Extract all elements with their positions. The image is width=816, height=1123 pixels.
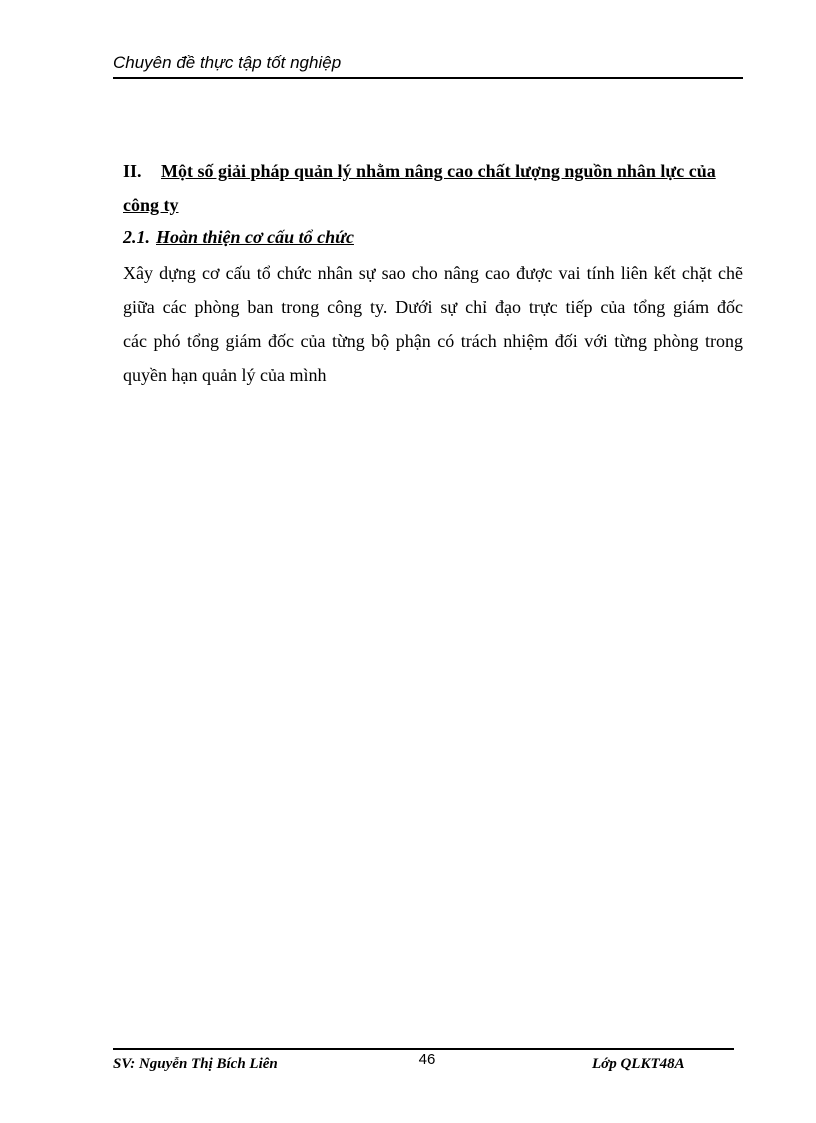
- footer-divider: [113, 1048, 734, 1050]
- section-heading-line-1: [123, 154, 744, 188]
- page-header: [113, 52, 743, 79]
- section-heading: [123, 154, 744, 222]
- section-number: II.: [123, 161, 142, 181]
- header-title: Chuyên đề thực tập tốt nghiệp: [113, 53, 342, 72]
- footer-class: Lớp QLKT48A: [592, 1056, 685, 1072]
- paragraph-line: giữa các phòng ban trong công ty. Dưới sự chỉ đạo trực tiếp của tổng giám đốc: [123, 297, 743, 317]
- section-title-line-1: Một số giải pháp quản lý nhằm nâng cao chất lượng nguồn nhân lực của: [161, 161, 716, 181]
- footer-page-number: 46: [418, 1051, 436, 1068]
- body-paragraph: [123, 256, 743, 392]
- footer-student-name: SV: Nguyễn Thị Bích Liên: [113, 1056, 278, 1072]
- paragraph-line: Xây dựng cơ cấu tổ chức nhân sự sao cho nâng cao được vai tính liên kết chặt chẽ: [123, 263, 743, 283]
- subsection-number: 2.1.: [123, 227, 150, 247]
- subsection-title: Hoàn thiện cơ cấu tổ chức: [156, 227, 354, 247]
- subsection-heading: [123, 222, 354, 252]
- paragraph-line: các phó tổng giám đốc của từng bộ phận có trách nhiệm đối với từng phòng trong: [123, 331, 743, 351]
- paragraph-line: quyền hạn quản lý của mình: [123, 365, 327, 385]
- section-title-line-2: công ty: [123, 195, 179, 215]
